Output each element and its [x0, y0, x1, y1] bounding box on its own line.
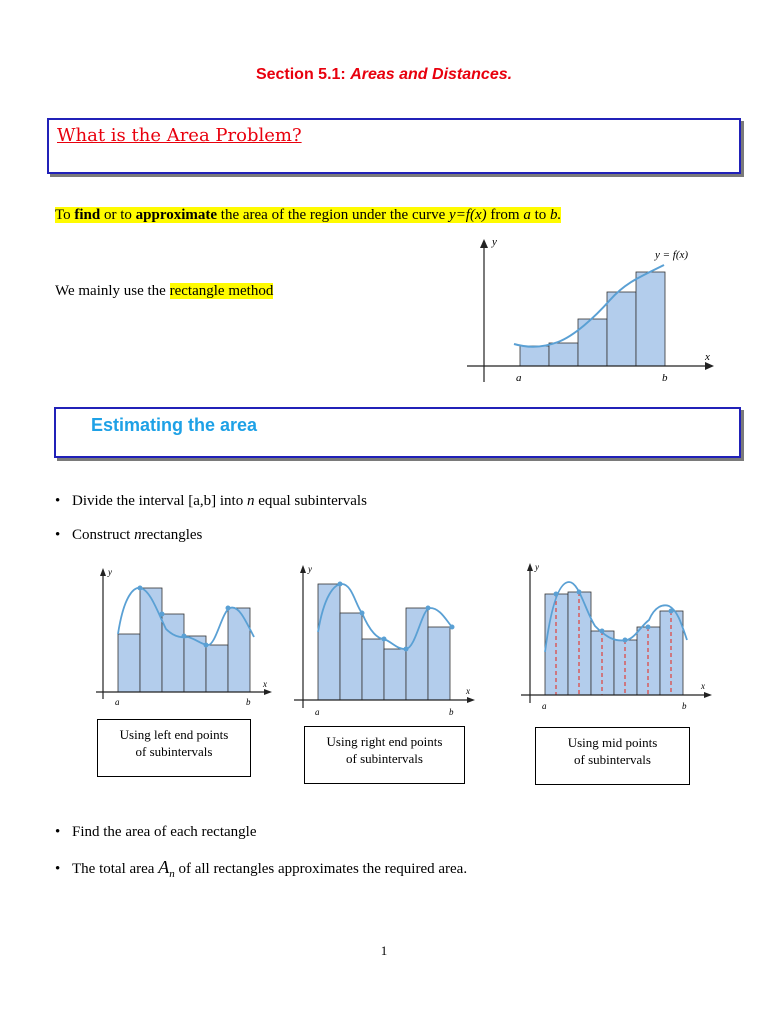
mid-b-label: b	[682, 701, 687, 711]
right-x-label: x	[466, 686, 470, 696]
left-x-label: x	[263, 679, 267, 689]
right-a-label: a	[315, 707, 320, 717]
definition-highlight	[55, 207, 561, 223]
definition-word: or to	[103, 207, 132, 223]
caption-line: Using right end points	[326, 734, 443, 749]
caption-right-endpoints	[304, 726, 465, 784]
caption-line: of subintervals	[135, 744, 213, 759]
definition-line	[55, 207, 561, 224]
y-axis-arrow	[480, 239, 488, 248]
bullet-var-n: n	[246, 493, 255, 509]
definition-a: a	[523, 207, 531, 223]
main-rectangle-graph	[462, 232, 724, 392]
bullet-var-n: n	[134, 527, 142, 543]
definition-word: the area of the region under the curve	[220, 207, 446, 223]
bullet-text: Find the area of each rectangle	[72, 824, 257, 840]
bullet-find-area: • Find the area of each rectangle	[55, 824, 257, 840]
section-title	[0, 66, 768, 84]
definition-word: To	[55, 207, 71, 223]
definition-word: to	[534, 207, 547, 223]
definition-find: find	[74, 207, 101, 223]
right-b-label: b	[449, 707, 454, 717]
bullet-text: of all rectangles approximates the required area.	[178, 861, 468, 877]
left-y-label: y	[108, 567, 112, 577]
total-area-subscript: n	[169, 868, 175, 880]
caption-line: Using mid points	[567, 735, 658, 750]
right-y-label: y	[308, 564, 312, 574]
definition-b: b.	[549, 207, 562, 223]
left-b-label: b	[246, 697, 251, 707]
area-problem-heading: What is the Area Problem?	[57, 125, 302, 146]
bullet-construct: • Construct nrectangles	[55, 527, 203, 543]
page-number: 1	[380, 943, 388, 958]
definition-approximate: approximate	[135, 207, 218, 223]
bullet-divide: • Divide the interval [a,b] into n equal subintervals	[55, 493, 367, 509]
bullet-text: Divide the interval [a,b] into	[72, 493, 244, 509]
estimating-heading: Estimating the area	[91, 415, 258, 435]
definition-word: from	[490, 207, 520, 223]
bullet-text: rectangles	[141, 527, 203, 543]
method-prefix: We mainly use the	[55, 283, 166, 299]
area-problem-box	[47, 118, 741, 174]
definition-function: y=f(x)	[449, 207, 487, 223]
section-title-text: Areas and Distances.	[350, 66, 513, 83]
a-label: a	[516, 372, 522, 384]
caption-left-endpoints	[97, 719, 251, 777]
mid-a-label: a	[542, 701, 547, 711]
right-endpoints-graph	[292, 562, 480, 720]
y-axis-label: y	[492, 236, 497, 248]
left-a-label: a	[115, 697, 120, 707]
mid-x-label: x	[701, 681, 705, 691]
bullet-total-area: • The total area $A_n$ of all rectangles approximates the required area.	[55, 857, 468, 880]
section-label: Section 5.1:	[255, 66, 346, 83]
total-area-symbol: A	[158, 857, 170, 877]
caption-line: Using left end points	[119, 727, 229, 742]
caption-line: of subintervals	[574, 752, 651, 767]
estimating-box	[54, 407, 741, 458]
midpoints-graph	[515, 560, 715, 715]
method-highlight: rectangle method	[169, 283, 274, 299]
caption-midpoints	[535, 727, 690, 785]
caption-line: of subintervals	[346, 751, 423, 766]
method-line	[55, 283, 273, 300]
bullet-text: equal subintervals	[258, 493, 367, 509]
x-axis-arrow	[705, 362, 714, 370]
left-endpoints-graph	[92, 565, 274, 710]
x-axis-label: x	[705, 351, 710, 363]
b-label: b	[662, 372, 668, 384]
mid-y-label: y	[535, 562, 539, 572]
bullet-text: The total area	[72, 861, 155, 877]
bullet-text: Construct	[72, 527, 131, 543]
curve-label: y = f(x)	[655, 249, 689, 261]
